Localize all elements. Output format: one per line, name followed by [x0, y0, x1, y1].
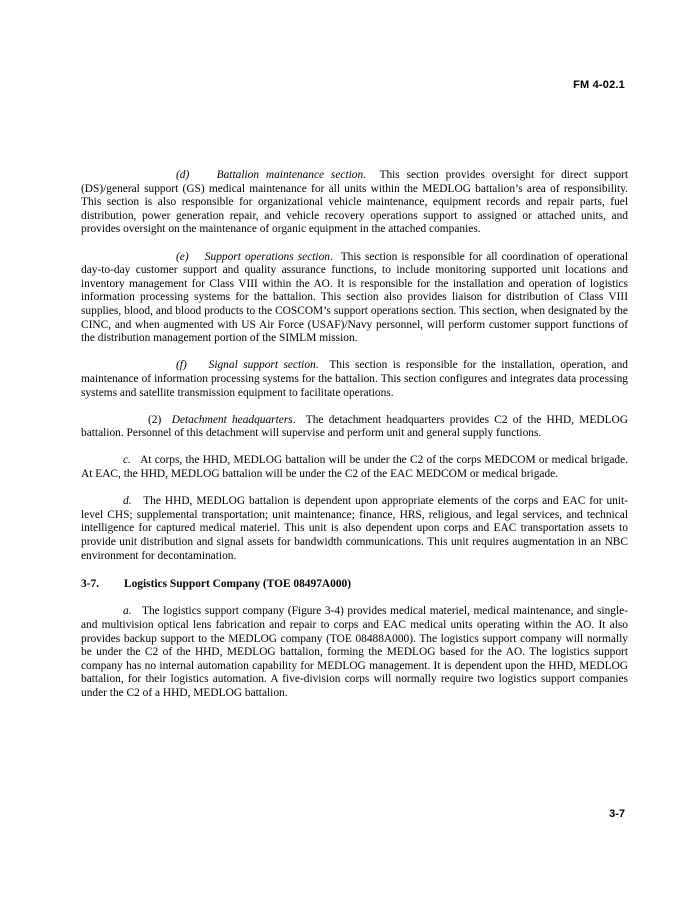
paragraph-signal-support: (f) Signal support section. This section is responsible for the installation, operation, and maintenance of information processing systems for the battalion. This section configures and integrates data processing systems and satellite transmission equipment to facilitate operations. — [81, 359, 629, 399]
paragraph-detachment-hq: (2) Detachment headquarters. The detachment headquarters provides C2 of the HHD, MEDLOG battalion. Personnel of this detachment will supervise and perform unit and general supply functions. — [81, 413, 628, 440]
paragraph-text: This section is responsible for the installation, operation, and maintenance of information processing systems for the battalion. This section configures and integrates data processing systems and satellite transmission equipment to facilitate operations. — [81, 359, 629, 399]
paragraph-title: Detachment headquarters — [171, 413, 293, 426]
paragraph-c — [81, 454, 628, 481]
paragraph-marker: (2) — [148, 413, 162, 426]
section-title: Logistics Support Company (TOE 08497A000) — [124, 578, 352, 591]
paragraph-support-operations: (e) Support operations section. This section is responsible for all coordination of operational day-to-day customer support and quality assurance functions, to include monitoring supported unit locations and inventory management for Class VIII within the AO. It is responsible for the installation and operation of logistics information processing systems for the battalion. This section also provides liaison for distribution of Class VIII supplies, blood, and blood products to the COSCOM’s support operations section. This section, when designated by the CINC, and when augmented with US Air Force (USAF)/Navy personnel, will perform customer support functions of the distribution management portion of the SIMLM mission. — [81, 250, 629, 345]
paragraph-d — [81, 495, 628, 563]
paragraph-text: This section provides oversight for direct support (DS)/general support (GS) medical maintenance for all units within the MEDLOG battalion’s area of responsibility. This section is also responsible for organizational vehicle maintenance, equipment records and repair parts, fuel distribution, power generation repair, and vehicle recovery operations support to assigned or attached units, and provides oversight on the maintenance of organic equipment in the attached companies. — [81, 169, 629, 236]
paragraph-text: This section is responsible for all coordination of operational day-to-day customer support and quality assurance functions, to include monitoring supported unit locations and inventory management for Class VIII within the AO. It is responsible for the installation and operation of logistics information processing systems for the battalion. This section also provides liaison for distribution of Class VIII supplies, blood, and blood products to the COSCOM’s support operations section. This section, when designated by the CINC, and when augmented with US Air Force (USAF)/Navy personnel, will perform customer support functions of the distribution management portion of the SIMLM mission. — [81, 250, 629, 345]
page-number: 3-7 — [609, 808, 625, 820]
paragraph-title: Signal support section — [208, 359, 316, 372]
document-body — [81, 169, 628, 714]
paragraph-text: The HHD, MEDLOG battalion is dependent upon appropriate elements of the corps and EAC for unit-level CHS; supplemental transportation; unit maintenance; finance, HRS, religious, and legal services, and technical intelligence for captured medical materiel. This unit is also dependent upon corps and EAC transportation assets to provide unit distribution and signal assets for bandwidth communications. This unit requires augmentation in an NBC environment for decontamination. — [81, 495, 628, 562]
paragraph-marker: c. — [123, 454, 131, 467]
paragraph-marker: (f) — [176, 359, 187, 372]
paragraph-section-a — [81, 605, 628, 700]
paragraph-text: At corps, the HHD, MEDLOG battalion will be under the C2 of the corps MEDCOM or medical brigade. At EAC, the HHD, MEDLOG battalion will be under the C2 of the EAC MEDCOM or medical brigade. — [81, 454, 628, 481]
paragraph-marker: a. — [123, 605, 132, 618]
section-heading — [81, 578, 628, 592]
paragraph-text: The logistics support company (Figure 3-4) provides medical materiel, medical maintenance, and single- and multivision optical lens fabrication and repair to corps and EAC medical units operating within the AO. It also provides backup support to the MEDLOG company (TOE 08488A000). The logistics support company will normally be under the C2 of the HHD, MEDLOG battalion, forming the MEDLOG based for the AO. The logistics support company has no internal automation capability for MEDLOG management. It is dependent upon the HHD, MEDLOG battalion, for their logistics automation. A five-division corps will normally require two logistics support companies under the C2 of a HHD, MEDLOG battalion. — [81, 605, 628, 699]
paragraph-title: Support operations section — [204, 250, 330, 263]
section-number: 3-7. — [81, 578, 100, 591]
page-footer — [609, 808, 625, 820]
paragraph-battalion-maintenance: (d) Battalion maintenance section. This section provides oversight for direct support (DS)/general support (GS) medical maintenance for all units within the MEDLOG battalion’s area of responsibility. This section is also responsible for organizational vehicle maintenance, equipment records and repair parts, fuel distribution, power generation repair, and vehicle recovery operations support to assigned or attached units, and provides oversight on the maintenance of organic equipment in the attached companies. — [81, 169, 629, 236]
paragraph-marker: d. — [123, 495, 132, 508]
paragraph-title: Battalion maintenance section — [216, 169, 364, 181]
paragraph-marker: (d) — [176, 169, 190, 181]
manual-id: FM 4-02.1 — [573, 79, 625, 91]
paragraph-text: The detachment headquarters provides C2 of the HHD, MEDLOG battalion. Personnel of this detachment will supervise and perform unit and general supply functions. — [81, 413, 628, 440]
paragraph-marker: (e) — [176, 250, 189, 263]
page-header — [573, 79, 625, 91]
